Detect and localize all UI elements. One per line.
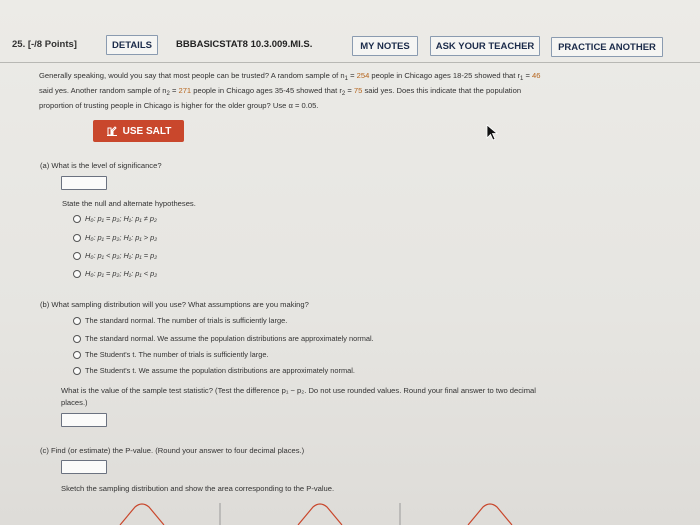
distribution-sketches: [60, 495, 660, 525]
option-label: The Student's t. The number of trials is sufficiently large.: [85, 350, 269, 359]
option-label: The standard normal. We assume the population distributions are approximately normal.: [85, 334, 374, 343]
radio-button[interactable]: [73, 367, 81, 375]
my-notes-button[interactable]: MY NOTES: [352, 36, 418, 56]
prompt-text: people in Chicago ages 18-25 showed that r: [369, 71, 521, 80]
hypothesis-option-3[interactable]: [73, 251, 157, 260]
subscript: 1: [344, 76, 348, 82]
distribution-option-2[interactable]: [73, 334, 374, 343]
option-label: H₀: p₁ = p₂; H₁: p₁ < p₂: [85, 269, 158, 278]
radio-button[interactable]: [73, 317, 81, 325]
option-label: The standard normal. The number of trials is sufficiently large.: [85, 316, 288, 325]
radio-button[interactable]: [73, 252, 81, 260]
distribution-curve-1[interactable]: [120, 504, 164, 525]
prompt-text: Generally speaking, would you say that most people can be trusted? A random sample of n: [39, 71, 345, 80]
radio-button[interactable]: [73, 351, 81, 359]
test-statistic-question: What is the value of the sample test statistic? (Test the difference p₁ − p₂. Do not use rounded values. Round your final answer to two decimal: [61, 386, 536, 395]
problem-code: BBBASICSTAT8 10.3.009.MI.S.: [176, 39, 313, 50]
significance-input[interactable]: [61, 176, 107, 190]
n2-value: 271: [178, 86, 192, 95]
distribution-option-4[interactable]: [73, 366, 355, 375]
equals: =: [523, 71, 533, 80]
prompt-text: said yes. Does this indicate that the population: [362, 86, 522, 95]
equals: =: [169, 86, 179, 95]
prompt-text: people in Chicago ages 35-45 showed that r: [191, 86, 342, 95]
distribution-curve-2[interactable]: [298, 504, 342, 525]
problem-prompt: [39, 70, 679, 111]
ask-teacher-button[interactable]: ASK YOUR TEACHER: [430, 36, 540, 56]
subscript: 1: [520, 76, 524, 82]
option-label: H₀: p₁ < p₂; H₁: p₁ = p₂: [85, 251, 158, 260]
question-header: [0, 28, 700, 62]
prompt-text: said yes. Another random sample of n: [39, 86, 167, 95]
part-a-question: (a) What is the level of significance?: [40, 161, 162, 170]
subscript: 2: [166, 91, 170, 97]
question-number: 25. [-/8 Points]: [12, 39, 77, 50]
option-label: The Student's t. We assume the population distributions are approximately normal.: [85, 366, 355, 375]
prompt-text: proportion of trusting people in Chicago is higher for the older group? Use α = 0.05.: [39, 101, 319, 110]
hypothesis-option-2[interactable]: [73, 233, 157, 242]
subscript: 2: [341, 91, 346, 97]
hypothesis-option-4[interactable]: [73, 269, 157, 278]
hypothesis-option-1[interactable]: [73, 214, 157, 223]
test-statistic-input[interactable]: [61, 413, 107, 427]
radio-button[interactable]: [73, 215, 81, 223]
use-salt-label: USE SALT: [122, 125, 172, 137]
n1-value: 254: [356, 71, 370, 80]
sketch-instruction: Sketch the sampling distribution and show the area corresponding to the P-value.: [61, 484, 335, 493]
distribution-curve-3[interactable]: [468, 504, 512, 525]
hypotheses-prompt: State the null and alternate hypotheses.: [62, 199, 196, 208]
mouse-pointer-icon: [486, 124, 500, 142]
equals: =: [347, 71, 357, 80]
distribution-option-3[interactable]: [73, 350, 269, 359]
header-divider: [0, 62, 700, 63]
equals: =: [345, 86, 354, 95]
use-salt-button[interactable]: [93, 120, 184, 142]
r1-value: 46: [532, 71, 541, 80]
p-value-input[interactable]: [61, 460, 107, 474]
part-c-question: (c) Find (or estimate) the P-value. (Round your answer to four decimal places.): [40, 446, 305, 455]
practice-another-button[interactable]: PRACTICE ANOTHER: [551, 37, 663, 57]
radio-button[interactable]: [73, 270, 81, 278]
radio-button[interactable]: [73, 335, 81, 343]
part-b-question: (b) What sampling distribution will you use? What assumptions are you making?: [40, 300, 309, 309]
salt-icon: [106, 125, 118, 137]
details-button[interactable]: DETAILS: [106, 35, 158, 55]
test-statistic-question-cont: places.): [61, 398, 88, 407]
distribution-option-1[interactable]: [73, 316, 287, 325]
r2-value: 75: [353, 86, 363, 95]
option-label: H₀: p₁ = p₂; H₁: p₁ ≠ p₂: [85, 214, 157, 223]
radio-button[interactable]: [73, 234, 81, 242]
option-label: H₀: p₁ = p₂; H₁: p₁ > p₂: [85, 233, 158, 242]
